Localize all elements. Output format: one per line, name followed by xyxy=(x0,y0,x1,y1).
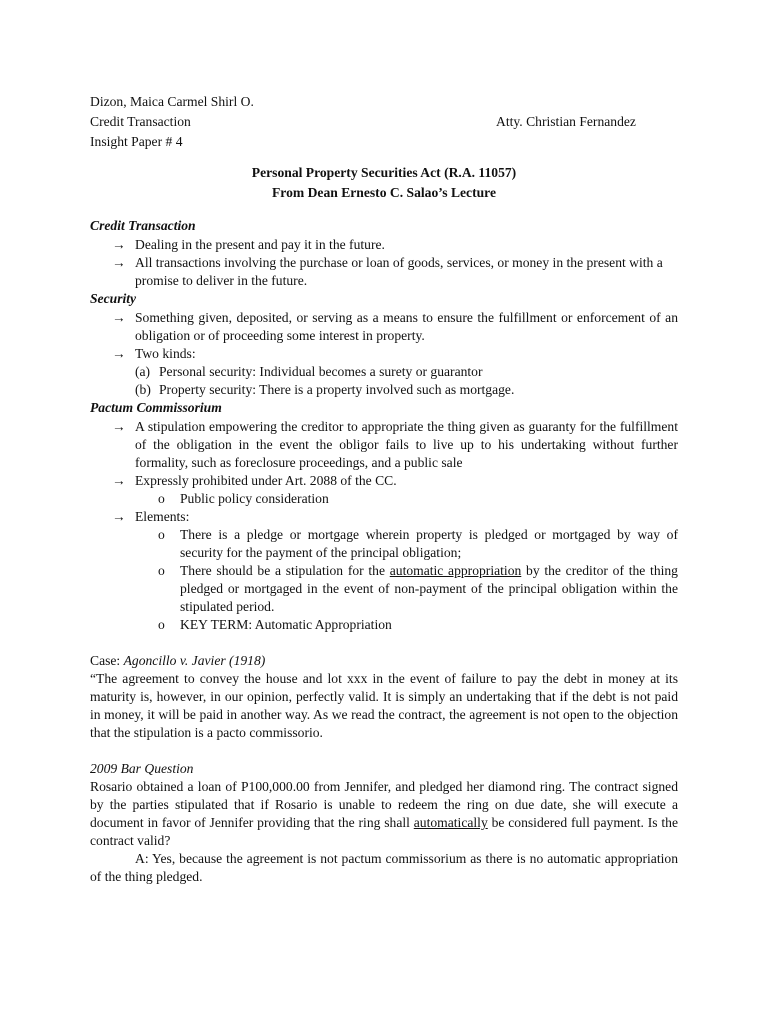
list-item: → All transactions involving the purchase or loan of goods, services, or money in the present with a promise to deliver in the future. xyxy=(90,254,678,290)
section-heading-credit-transaction: Credit Transaction xyxy=(90,218,196,233)
course-name: Credit Transaction xyxy=(90,114,191,129)
underlined-term: automatic appropriation xyxy=(389,563,522,578)
item-text: Property security: There is a property involved such as mortgage. xyxy=(159,382,515,397)
paper-title xyxy=(0,164,768,204)
section-heading-pactum: Pactum Commissorium xyxy=(90,400,222,415)
item-text: Personal security: Individual becomes a surety or guarantor xyxy=(159,364,483,379)
sub-list-item xyxy=(90,562,678,616)
case-name: Agoncillo v. Javier (1918) xyxy=(123,653,266,668)
sub-list-item: o KEY TERM: Automatic Appropriation xyxy=(90,616,678,634)
question-text: Rosario obtained a loan of P100,000.00 from Jennifer, and pledged her diamond ring. The contract signed by the parties stipulated that if Rosario is unable to redeem the ring on due date, she will execute a document in favor of Jennifer providing that the ring shall xyxy=(90,779,678,830)
case-heading xyxy=(90,652,678,670)
bar-question-text xyxy=(90,778,678,850)
case-quote: “The agreement to convey the house and lot xxx in the event of failure to pay the debt in money at its maturity is, however, in our opinion, perfectly valid. It is simply an undertaking that if the debt is not paid in money, it will be paid in another way. As we read the contract, the agreement is not open to the objection that the stipulation is a pacto commissorio. xyxy=(90,671,678,740)
bar-question-title: 2009 Bar Question xyxy=(90,761,194,776)
element-text: by the creditor of the thing pledged or mortgaged in the event of non-payment of the principal obligation within the stipulated period. xyxy=(180,563,678,614)
element-text: There should be a stipulation for the xyxy=(180,563,390,578)
author-name: Dizon, Maica Carmel Shirl O. xyxy=(90,94,254,109)
bar-answer: A: Yes, because the agreement is not pactum commissorium as there is no automatic appropriation of the thing pledged. xyxy=(90,851,678,884)
section-heading-security: Security xyxy=(90,291,137,306)
item-label: (a) xyxy=(135,364,151,379)
list-item: → Something given, deposited, or serving as a means to ensure the fulfillment or enforcement of an obligation or of proceeding some interest in property. xyxy=(90,309,678,345)
list-item: → Two kinds: xyxy=(90,345,678,363)
case-label: Case: xyxy=(90,653,124,668)
sub-list-item: o Public policy consideration xyxy=(90,490,678,508)
paper-number: Insight Paper # 4 xyxy=(90,134,183,149)
list-item: → Dealing in the present and pay it in the future. xyxy=(90,236,678,254)
paper-body xyxy=(90,217,678,886)
bar-question-heading xyxy=(90,760,678,778)
item-label: (b) xyxy=(135,382,151,397)
professor-name: Atty. Christian Fernandez xyxy=(496,114,636,129)
paper-header xyxy=(90,93,690,153)
list-item: → Expressly prohibited under Art. 2088 of the CC. xyxy=(90,472,678,490)
list-item xyxy=(90,381,678,399)
underlined-term: automatically xyxy=(413,815,488,830)
list-item xyxy=(90,363,678,381)
title-line-1: Personal Property Securities Act (R.A. 11057) xyxy=(251,165,517,180)
list-item: → A stipulation empowering the creditor to appropriate the thing given as guaranty for the fulfillment of the obligation in the event the obligor fails to live up to his undertaking without further formality, such as foreclosure proceedings, and a public sale xyxy=(90,418,678,472)
title-line-2: From Dean Ernesto C. Salao’s Lecture xyxy=(271,185,497,200)
question-text: be considered full payment. Is the contract valid? xyxy=(90,815,678,848)
list-item: → Elements: xyxy=(90,508,678,526)
sub-list-item: o There is a pledge or mortgage wherein property is pledged or mortgaged by way of security for the payment of the principal obligation; xyxy=(90,526,678,562)
